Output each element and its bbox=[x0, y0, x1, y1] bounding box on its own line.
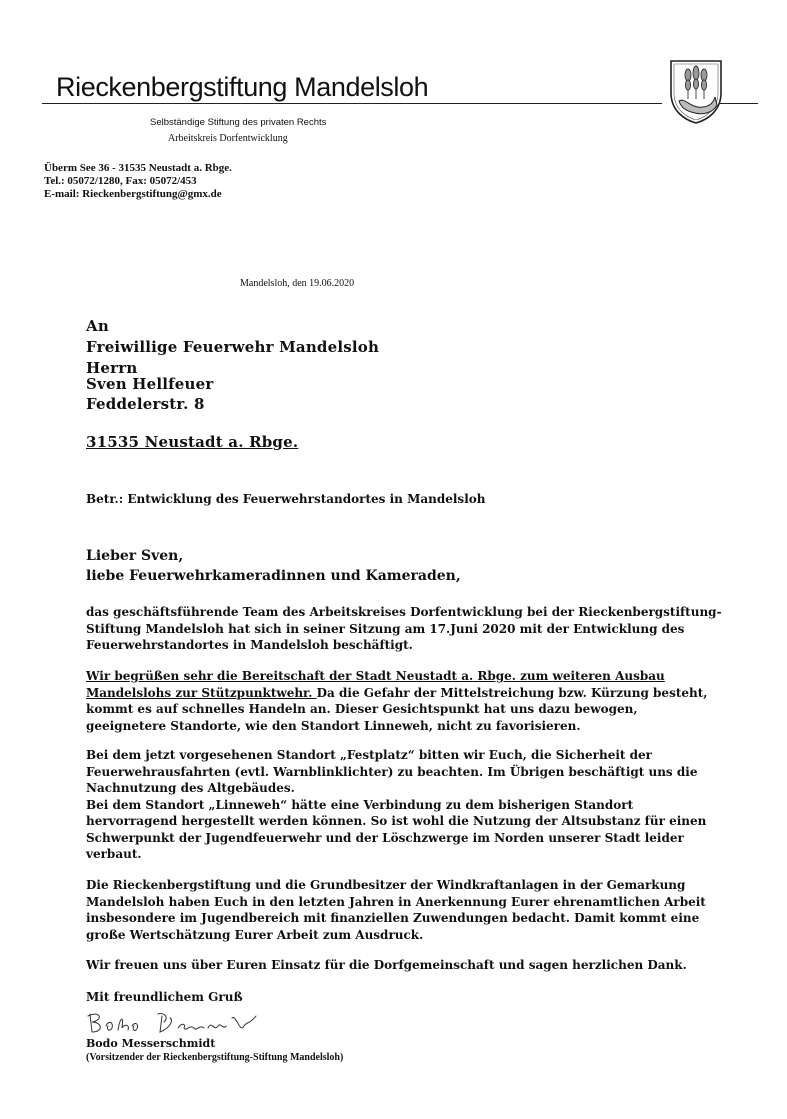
recipient-name: Sven Hellfeuer bbox=[86, 375, 214, 393]
handwritten-signature bbox=[86, 1008, 266, 1038]
recipient-line-an: An bbox=[86, 317, 109, 335]
paragraph-line: Feuerwehrstandortes in Mandelsloh beschäftigt. bbox=[86, 638, 413, 652]
paragraph-line: Die Rieckenbergstiftung und die Grundbesitzer der Windkraftanlagen in der Gemarkung bbox=[86, 878, 686, 892]
sender-email: E-mail: Rieckenbergstiftung@gmx.de bbox=[44, 188, 222, 200]
subject-line: Betr.: Entwicklung des Feuerwehrstandortes in Mandelsloh bbox=[86, 492, 486, 506]
paragraph-4 bbox=[86, 877, 766, 943]
paragraph-line: Wir freuen uns über Euren Einsatz für die Dorfgemeinschaft und sagen herzlichen Dank. bbox=[86, 958, 687, 972]
paragraph-line: Stiftung Mandelsloh hat sich in seiner Sitzung am 17.Juni 2020 mit der Entwicklung des bbox=[86, 621, 685, 636]
paragraph-line: geeignetere Standorte, wie den Standort Linneweh, nicht zu favorisieren. bbox=[86, 718, 581, 733]
paragraph-line: Schwerpunkt der Jugendfeuerwehr und der Löschzwerge im Norden unserer Stadt leider bbox=[86, 830, 684, 845]
salutation-line-2: liebe Feuerwehrkameradinnen und Kameraden, bbox=[86, 568, 461, 584]
paragraph-line: Bei dem jetzt vorgesehenen Standort „Festplatz“ bitten wir Euch, die Sicherheit der bbox=[86, 748, 652, 762]
subtitle-working-group: Arbeitskreis Dorfentwicklung bbox=[168, 133, 288, 144]
paragraph-line: insbesondere im Jugendbereich mit finanziellen Zuwendungen bedacht. Damit kommt eine bbox=[86, 911, 700, 925]
recipient-city: 31535 Neustadt a. Rbge. bbox=[86, 433, 299, 451]
paragraph-line: kommt es auf schnelles Handeln an. Dieser Gesichtspunkt hat uns dazu bewogen, bbox=[86, 702, 638, 716]
organization-title: Rieckenbergstiftung Mandelsloh bbox=[56, 72, 429, 102]
closing-line: Mit freundlichem Gruß bbox=[86, 990, 243, 1004]
paragraph-line: das geschäftsführende Team des Arbeitskreises Dorfentwicklung bei der Rieckenbergstiftung- bbox=[86, 605, 722, 619]
sender-address: Überm See 36 - 31535 Neustadt a. Rbge. bbox=[44, 162, 232, 174]
paragraph-line bbox=[86, 685, 766, 702]
paragraph-3 bbox=[86, 747, 766, 863]
closing-text bbox=[86, 989, 766, 1006]
paragraph-5 bbox=[86, 957, 766, 974]
paragraph-line: Nachnutzung des Altgebäudes. bbox=[86, 781, 295, 795]
coat-of-arms-logo bbox=[667, 57, 725, 125]
paragraph-line: Mandelsloh haben Euch in den letzten Jahren in Anerkennung Eurer ehrenamtlichen Arbeit bbox=[86, 894, 706, 909]
recipient-organization: Freiwillige Feuerwehr Mandelsloh bbox=[86, 338, 380, 356]
salutation-line-1: Lieber Sven, bbox=[86, 548, 184, 564]
header-rule bbox=[42, 103, 662, 104]
paragraph-2 bbox=[86, 668, 766, 734]
underlined-text: Mandelslohs zur Stützpunktwehr. bbox=[86, 685, 317, 700]
signatory-role: (Vorsitzender der Rieckenbergstiftung-Stiftung Mandelsloh) bbox=[86, 1052, 344, 1063]
underlined-text: Wir begrüßen sehr die Bereitschaft der Stadt Neustadt a. Rbge. zum weiteren Ausbau bbox=[86, 669, 665, 683]
paragraph-line: große Wertschätzung Eurer Arbeit zum Ausdruck. bbox=[86, 927, 424, 942]
paragraph-line: verbaut. bbox=[86, 847, 142, 861]
paragraph-line bbox=[86, 668, 766, 685]
paragraph-text: Da die Gefahr der Mittelstreichung bzw. Kürzung besteht, bbox=[316, 685, 708, 700]
paragraph-1 bbox=[86, 604, 766, 654]
recipient-salutation: Herrn bbox=[86, 359, 138, 377]
recipient-street: Feddelerstr. 8 bbox=[86, 395, 205, 413]
signatory-name: Bodo Messerschmidt bbox=[86, 1037, 216, 1050]
paragraph-line: Bei dem Standort „Linneweh“ hätte eine Verbindung zu dem bisherigen Standort bbox=[86, 797, 634, 812]
paragraph-line: Feuerwehrausfahrten (evtl. Warnblinklichter) zu beachten. Im Übrigen beschäftigt uns die bbox=[86, 764, 698, 779]
subtitle-legal-form: Selbständige Stiftung des privaten Rechts bbox=[150, 117, 327, 128]
letter-date: Mandelsloh, den 19.06.2020 bbox=[240, 278, 355, 289]
sender-phone-fax: Tel.: 05072/1280, Fax: 05072/453 bbox=[44, 175, 197, 187]
paragraph-line: hervorragend hergestellt werden können. So ist wohl die Nutzung der Altsubstanz für einen bbox=[86, 814, 707, 828]
